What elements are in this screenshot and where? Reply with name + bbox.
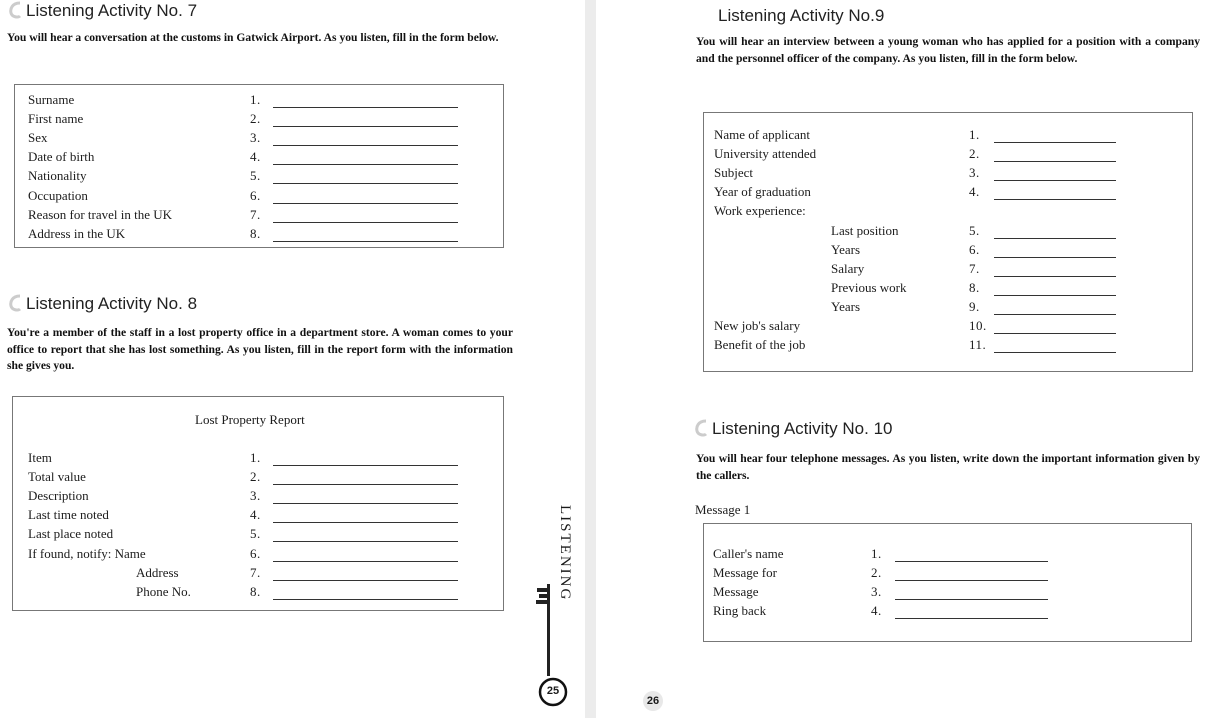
activity-8-title: Listening Activity No. 8 [8, 294, 197, 314]
answer-blank[interactable] [273, 465, 458, 466]
form-row-label: Phone No. [136, 583, 191, 599]
form-row-label: Address in the UK [28, 225, 126, 241]
form-row-number: 2. [871, 565, 882, 581]
form-row-label: Description [28, 488, 89, 504]
activity-10-intro: You will hear four telephone messages. As you listen, write down the important information given by the callers. [696, 452, 1200, 482]
form-row-number: 8. [969, 279, 980, 295]
answer-blank[interactable] [273, 145, 458, 146]
answer-blank[interactable] [994, 142, 1116, 143]
activity-8-intro: You're a member of the staff in a lost property office in a department store. A woman comes to your office to report that she has lost something. As you listen, fill in the report form with the information she gives you. [7, 326, 513, 372]
answer-blank[interactable] [273, 241, 458, 242]
form-row-label: Occupation [28, 187, 88, 203]
answer-blank[interactable] [273, 164, 458, 165]
form-row-label: Message [713, 584, 759, 600]
form-row-number: 1. [871, 546, 882, 561]
activity-10-form [703, 523, 1192, 642]
answer-blank[interactable] [273, 107, 458, 108]
form-row-label: Item [28, 450, 52, 465]
form-row-label: New job's salary [714, 318, 801, 333]
answer-blank[interactable] [994, 295, 1116, 296]
form-row-number: 5. [969, 222, 980, 238]
answer-blank[interactable] [273, 222, 458, 223]
page-number-right: 26 [643, 691, 663, 711]
answer-blank[interactable] [273, 126, 458, 127]
form-row-label: Previous work [831, 279, 907, 295]
answer-blank[interactable] [895, 618, 1048, 619]
form-row-label: Salary [831, 260, 865, 276]
form-row-number: 2. [969, 146, 980, 162]
form-row-label: Address [136, 564, 179, 580]
form-row-number: 2. [250, 469, 261, 485]
form-row-number: 6. [250, 545, 261, 561]
form-row-label: Name of applicant [714, 127, 811, 142]
form-row-label: Years [831, 241, 861, 257]
activity-7-form [14, 84, 504, 248]
form-row-number: 3. [250, 130, 261, 146]
form-row-label: Subject [714, 165, 753, 181]
form-row-label: If found, notify: Name [28, 545, 146, 561]
form-row-number: 4. [250, 507, 261, 523]
form-row-label: Work experience: [714, 203, 806, 219]
form-row-label: Reason for travel in the UK [28, 206, 173, 222]
form-row-number: 3. [250, 488, 261, 504]
lost-property-report-title: Lost Property Report [195, 412, 305, 427]
answer-blank[interactable] [273, 503, 458, 504]
form-row-label: Nationality [28, 168, 87, 184]
activity-10-title: Listening Activity No. 10 [694, 419, 892, 439]
form-row-number: 11. [969, 337, 987, 353]
answer-blank[interactable] [994, 180, 1116, 181]
answer-blank[interactable] [273, 599, 458, 600]
form-row-label: Caller's name [713, 546, 784, 561]
form-row-label: Years [831, 298, 861, 314]
form-row-label: Date of birth [28, 149, 95, 165]
swirl-ornament-icon [8, 1, 22, 19]
answer-blank[interactable] [994, 352, 1116, 353]
form-row-label: Benefit of the job [714, 337, 806, 353]
form-row-number: 4. [969, 184, 980, 200]
answer-blank[interactable] [273, 580, 458, 581]
activity-9-form [703, 112, 1193, 372]
left-page [0, 0, 585, 718]
form-row-label: Surname [28, 92, 75, 107]
form-row-label: Year of graduation [714, 184, 811, 200]
answer-blank[interactable] [994, 199, 1116, 200]
form-row-number: 10. [969, 318, 987, 333]
answer-blank[interactable] [994, 161, 1116, 162]
answer-blank[interactable] [895, 599, 1048, 600]
form-row-number: 1. [250, 450, 261, 465]
activity-9-intro: You will hear an interview between a young woman who has applied for a position with a company and the personnel officer of the company. As you listen, fill in the form below. [696, 35, 1200, 65]
form-row-number: 6. [250, 187, 261, 203]
answer-blank[interactable] [994, 257, 1116, 258]
swirl-ornament-icon [8, 294, 22, 312]
form-row-label: University attended [714, 146, 817, 162]
form-row-number: 3. [969, 165, 980, 181]
form-row-number: 3. [871, 584, 882, 600]
answer-blank[interactable] [895, 580, 1048, 581]
page-number-left: 25 [546, 685, 560, 697]
activity-7-title: Listening Activity No. 7 [8, 1, 197, 21]
form-row-label: Ring back [713, 603, 767, 619]
form-row-number: 1. [250, 92, 261, 107]
answer-blank[interactable] [895, 561, 1048, 562]
form-row-number: 5. [250, 526, 261, 542]
form-row-number: 2. [250, 111, 261, 127]
answer-blank[interactable] [273, 203, 458, 204]
book-gutter [585, 0, 596, 718]
answer-blank[interactable] [273, 541, 458, 542]
form-row-label: First name [28, 111, 84, 127]
form-row-number: 7. [250, 206, 261, 222]
form-row-number: 5. [250, 168, 261, 184]
answer-blank[interactable] [994, 276, 1116, 277]
form-row-label: Last place noted [28, 526, 114, 542]
form-row-number: 7. [969, 260, 980, 276]
form-row-number: 4. [250, 149, 261, 165]
activity-9-title: Listening Activity No.9 [718, 6, 885, 25]
right-page [596, 0, 1210, 718]
answer-blank[interactable] [273, 561, 458, 562]
form-row-label: Sex [28, 130, 48, 146]
answer-blank[interactable] [273, 522, 458, 523]
listening-side-tab: LISTENING [557, 505, 573, 602]
answer-blank[interactable] [994, 333, 1116, 334]
form-row-label: Last time noted [28, 507, 109, 523]
activity-8-form [12, 396, 504, 611]
form-row-number: 7. [250, 564, 261, 580]
answer-blank[interactable] [994, 314, 1116, 315]
form-row-number: 6. [969, 241, 980, 257]
form-row-number: 8. [250, 583, 261, 599]
answer-blank[interactable] [273, 183, 458, 184]
form-row-number: 8. [250, 225, 261, 241]
form-row-label: Last position [831, 222, 899, 238]
form-row-number: 4. [871, 603, 882, 619]
form-row-number: 9. [969, 298, 980, 314]
answer-blank[interactable] [994, 238, 1116, 239]
answer-blank[interactable] [273, 484, 458, 485]
form-row-number: 1. [969, 127, 980, 142]
swirl-ornament-icon [694, 419, 708, 437]
form-row-label: Message for [713, 565, 777, 581]
message-1-label: Message 1 [695, 502, 751, 517]
form-row-label: Total value [28, 469, 86, 485]
activity-7-intro: You will hear a conversation at the customs in Gatwick Airport. As you listen, fill in the form below. [7, 31, 499, 44]
